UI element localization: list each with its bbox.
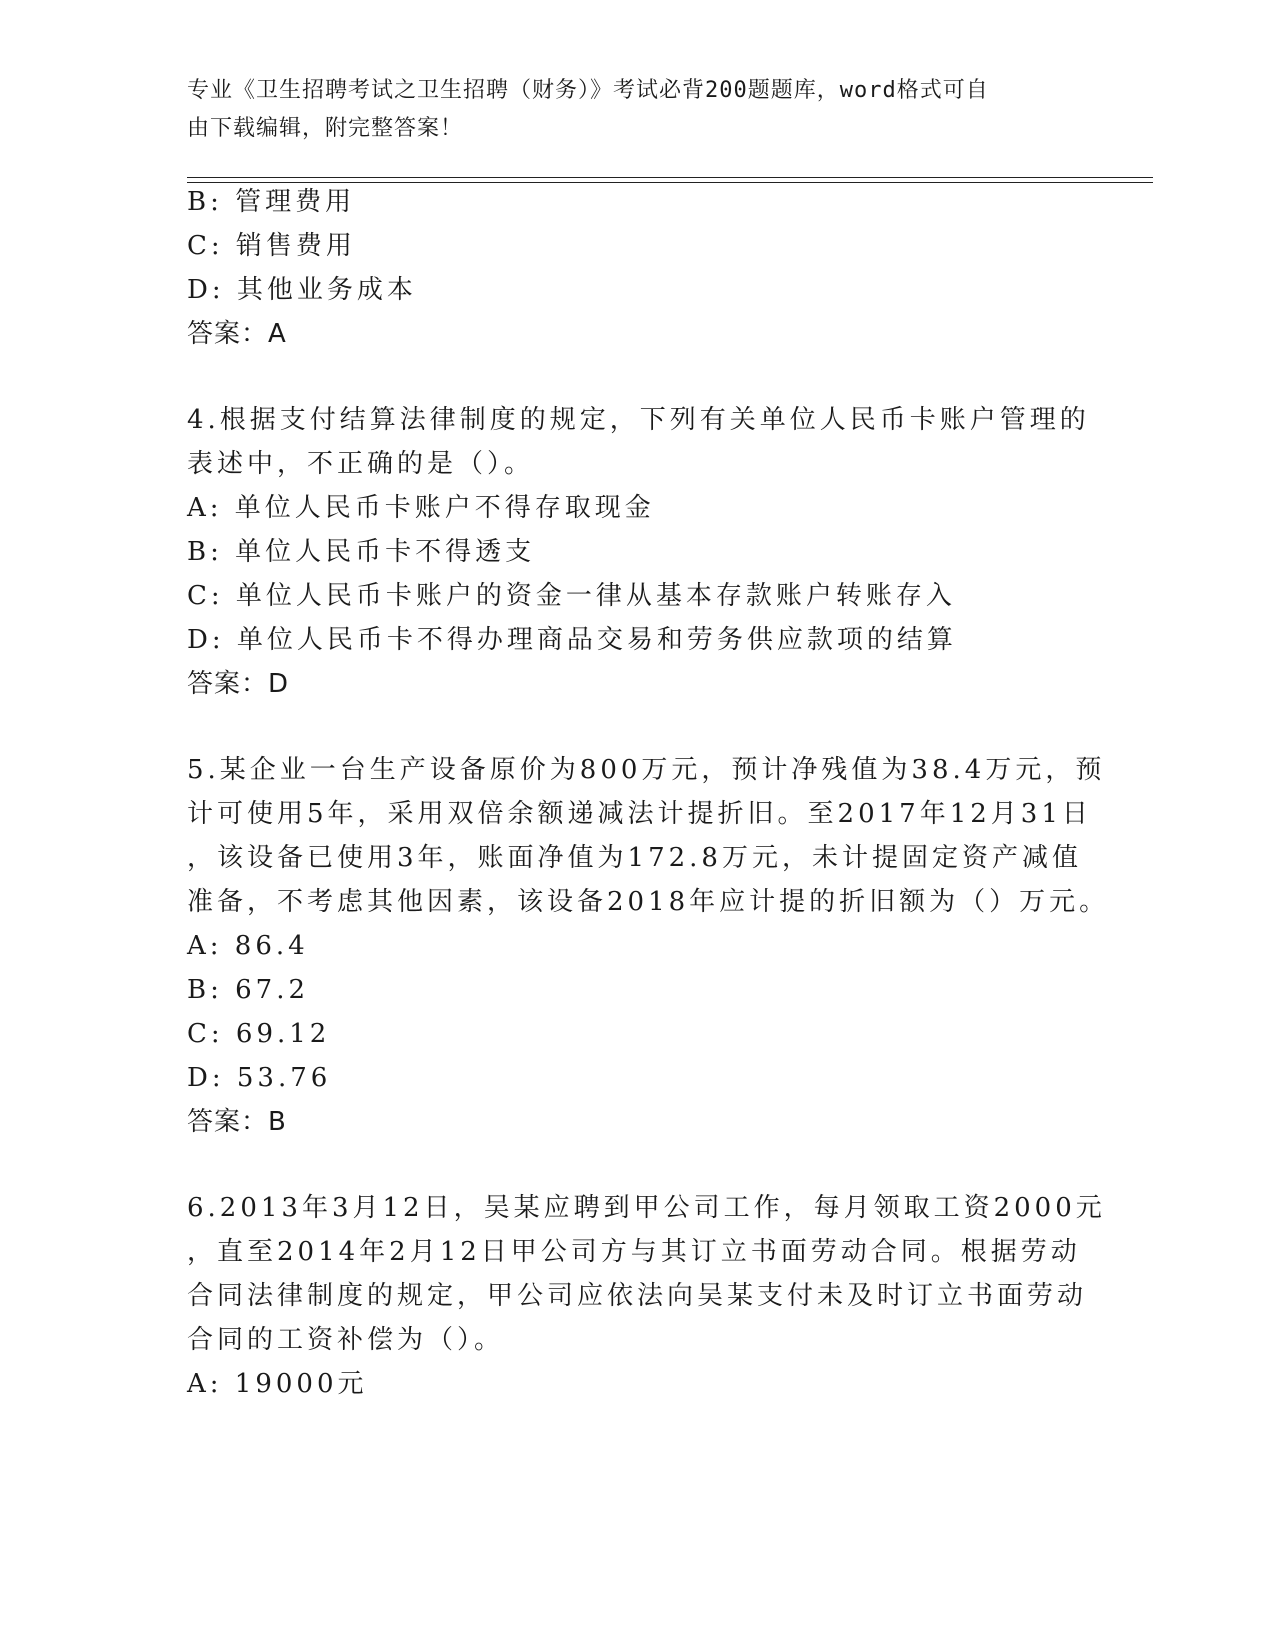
q5-stem-line-3: ，该设备已使用3年，账面净值为172.8万元，未计提固定资产减值 — [187, 843, 1082, 873]
header-divider-top — [187, 177, 1153, 178]
document-header — [187, 72, 1067, 148]
q3-answer: 答案：A — [187, 319, 287, 349]
q6-stem-line-4: 合同的工资补偿为（）。 — [187, 1325, 505, 1355]
q4-option-b: B: 单位人民币卡不得透支 — [187, 537, 536, 567]
q4-option-c: C: 单位人民币卡账户的资金一律从基本存款账户转账存入 — [187, 581, 956, 611]
q5-stem-line-4: 准备，不考虑其他因素，该设备2018年应计提的折旧额为（）万元。 — [187, 887, 1110, 917]
q4-stem-line-1: 4.根据支付结算法律制度的规定，下列有关单位人民币卡账户管理的 — [187, 405, 1090, 435]
q4-option-d: D: 单位人民币卡不得办理商品交易和劳务供应款项的结算 — [187, 625, 957, 655]
q4-option-a: A: 单位人民币卡账户不得存取现金 — [187, 493, 655, 523]
q3-option-d: D: 其他业务成本 — [187, 275, 417, 305]
q5-stem-line-1: 5.某企业一台生产设备原价为800万元，预计净残值为38.4万元，预 — [187, 755, 1106, 785]
q5-stem-line-2: 计可使用5年，采用双倍余额递减法计提折旧。至2017年12月31日 — [187, 799, 1092, 829]
header-line-1: 专业《卫生招聘考试之卫生招聘（财务）》考试必背200题题库，word格式可自 — [187, 78, 989, 103]
header-line-2: 由下载编辑，附完整答案！ — [187, 116, 464, 141]
q3-option-b: B: 管理费用 — [187, 187, 356, 217]
q3-option-c: C: 销售费用 — [187, 231, 356, 261]
q6-stem-line-1: 6.2013年3月12日，吴某应聘到甲公司工作，每月领取工资2000元 — [187, 1193, 1106, 1223]
q5-answer: 答案：B — [187, 1107, 287, 1137]
q5-option-a: A: 86.4 — [187, 931, 309, 961]
q5-option-d: D: 53.76 — [187, 1063, 332, 1093]
q6-stem-line-2: ，直至2014年2月12日甲公司方与其订立书面劳动合同。根据劳动 — [187, 1237, 1081, 1267]
q4-answer: 答案：D — [187, 669, 290, 699]
q4-stem-line-2: 表述中，不正确的是（）。 — [187, 449, 535, 479]
q6-option-a: A: 19000元 — [187, 1369, 368, 1399]
q5-option-b: B: 67.2 — [187, 975, 310, 1005]
q5-option-c: C: 69.12 — [187, 1019, 331, 1049]
q6-stem-line-3: 合同法律制度的规定，甲公司应依法向吴某支付未及时订立书面劳动 — [187, 1281, 1088, 1311]
